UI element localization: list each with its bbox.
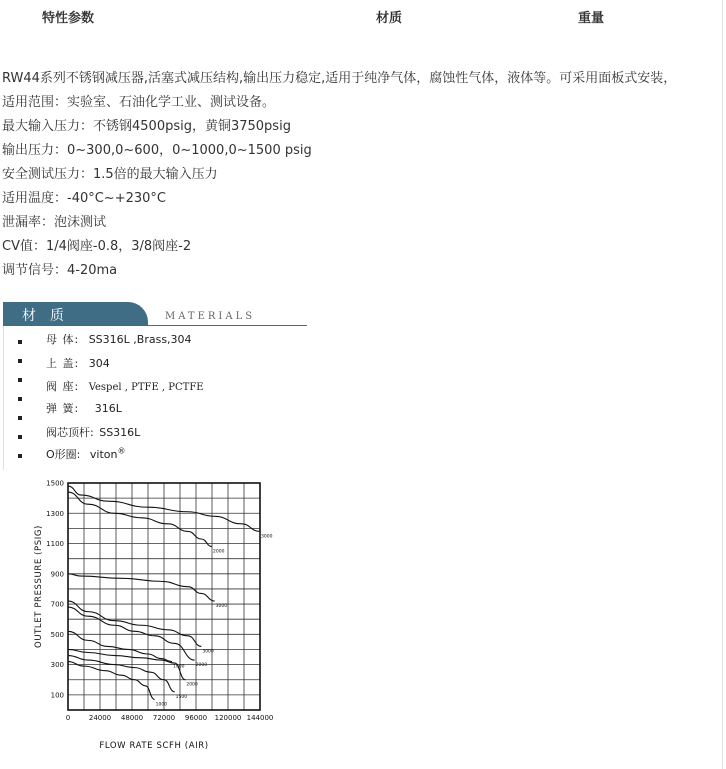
material-oring-value: viton	[89, 448, 118, 461]
registered-mark: ®	[117, 446, 126, 456]
page-right-rule	[722, 0, 723, 769]
bullet-icon	[18, 340, 22, 344]
series-end-label: 1000	[173, 664, 185, 670]
series-end-label: 1500	[175, 694, 188, 700]
materials-title: 材 质	[22, 308, 64, 324]
bullet-icon	[18, 416, 22, 420]
materials-underline	[3, 325, 307, 326]
bullet-icon	[18, 378, 22, 382]
y-tick-label: 1100	[46, 540, 64, 549]
x-tick-label: 24000	[88, 714, 112, 722]
y-tick-label: 1500	[46, 479, 64, 488]
x-tick-label: 72000	[152, 714, 176, 722]
bullet-icon	[18, 359, 22, 363]
material-stem-value: SS316L	[99, 426, 141, 439]
material-body-label: 母 体:	[46, 333, 80, 346]
series-end-label: 3000	[261, 534, 273, 540]
spec-control-signal: 调节信号：4-20ma	[2, 263, 118, 278]
spec-outlet-pressure: 输出压力：0~300,0~600，0~1000,0~1500 psig	[2, 143, 312, 158]
header-characteristics: 特性参数	[42, 11, 95, 26]
series-end-label: 1000	[155, 702, 168, 708]
series-end-label: 3000	[215, 604, 228, 610]
series-end-label: 2000	[195, 663, 208, 669]
y-tick-label: 500	[50, 630, 64, 639]
y-tick-label: 300	[50, 661, 64, 670]
spec-safety-test: 安全测试压力：1.5倍的最大输入压力	[2, 167, 218, 182]
material-seat	[46, 378, 204, 394]
spec-temperature: 适用温度：-40°C~+230°C	[2, 191, 166, 206]
x-tick-label: 120000	[214, 714, 242, 722]
material-body-value: SS316L ,Brass,304	[88, 333, 192, 346]
material-oring-label: O形圈:	[46, 448, 81, 461]
material-seat-value: Vespel , PTFE , PCTFE	[88, 382, 204, 393]
spec-max-inlet: 最大输入压力：不锈钢4500psig，黄铜3750psig	[2, 119, 291, 134]
material-spring	[46, 400, 122, 416]
x-tick-label: 0	[65, 714, 71, 722]
spec-application: 适用范围：实验室、石油化学工业、测试设备。	[2, 95, 276, 110]
series-curve	[68, 662, 155, 700]
y-tick-label: 900	[50, 570, 64, 579]
material-spring-value: 316L	[94, 402, 122, 415]
y-axis-title: OUTLET PRESSURE (PSIG)	[34, 525, 44, 648]
series-curve	[68, 492, 212, 546]
x-tick-label: 48000	[120, 714, 144, 722]
spec-cv-value: CV值：1/4阀座-0.8，3/8阀座-2	[2, 239, 192, 254]
spec-leak-rate: 泄漏率：泡沫测试	[2, 215, 107, 230]
material-stem-label: 阀芯顶杆:	[46, 426, 94, 439]
material-seat-label: 阀 座:	[46, 380, 80, 393]
materials-title-en: MATERIALS	[165, 311, 256, 322]
y-tick-label: 100	[50, 691, 64, 700]
flow-curve-chart	[0, 470, 300, 765]
bullet-icon	[18, 435, 22, 439]
material-cap-label: 上 盖:	[46, 357, 80, 370]
x-tick-label: 96000	[184, 714, 208, 722]
x-axis-title: FLOW RATE SCFH (AIR)	[99, 741, 209, 751]
x-tick-label: 144000	[246, 714, 274, 722]
material-cap-value: 304	[88, 357, 110, 370]
material-spring-label: 弹 簧:	[46, 402, 80, 415]
header-weight: 重量	[578, 11, 605, 26]
material-cap	[46, 355, 110, 371]
y-tick-label: 1300	[46, 509, 64, 518]
bullet-icon	[18, 397, 22, 401]
series-end-label: 2000	[186, 682, 198, 688]
materials-side-rule	[3, 326, 4, 470]
material-stem	[46, 424, 140, 440]
bullet-icon	[18, 454, 22, 458]
header-material: 材质	[376, 11, 403, 26]
series-end-label: 3000	[202, 649, 214, 655]
series-end-label: 2000	[213, 549, 225, 555]
series-curve	[68, 601, 201, 646]
series-curve	[68, 574, 215, 601]
material-body	[46, 331, 192, 347]
material-oring	[46, 446, 125, 462]
spec-description: RW44系列不锈钢减压器,活塞式减压结构,输出压力稳定,适用于纯净气体，腐蚀性气体，液体等。可采用面板式安装，	[2, 71, 677, 86]
y-tick-label: 700	[50, 600, 64, 609]
